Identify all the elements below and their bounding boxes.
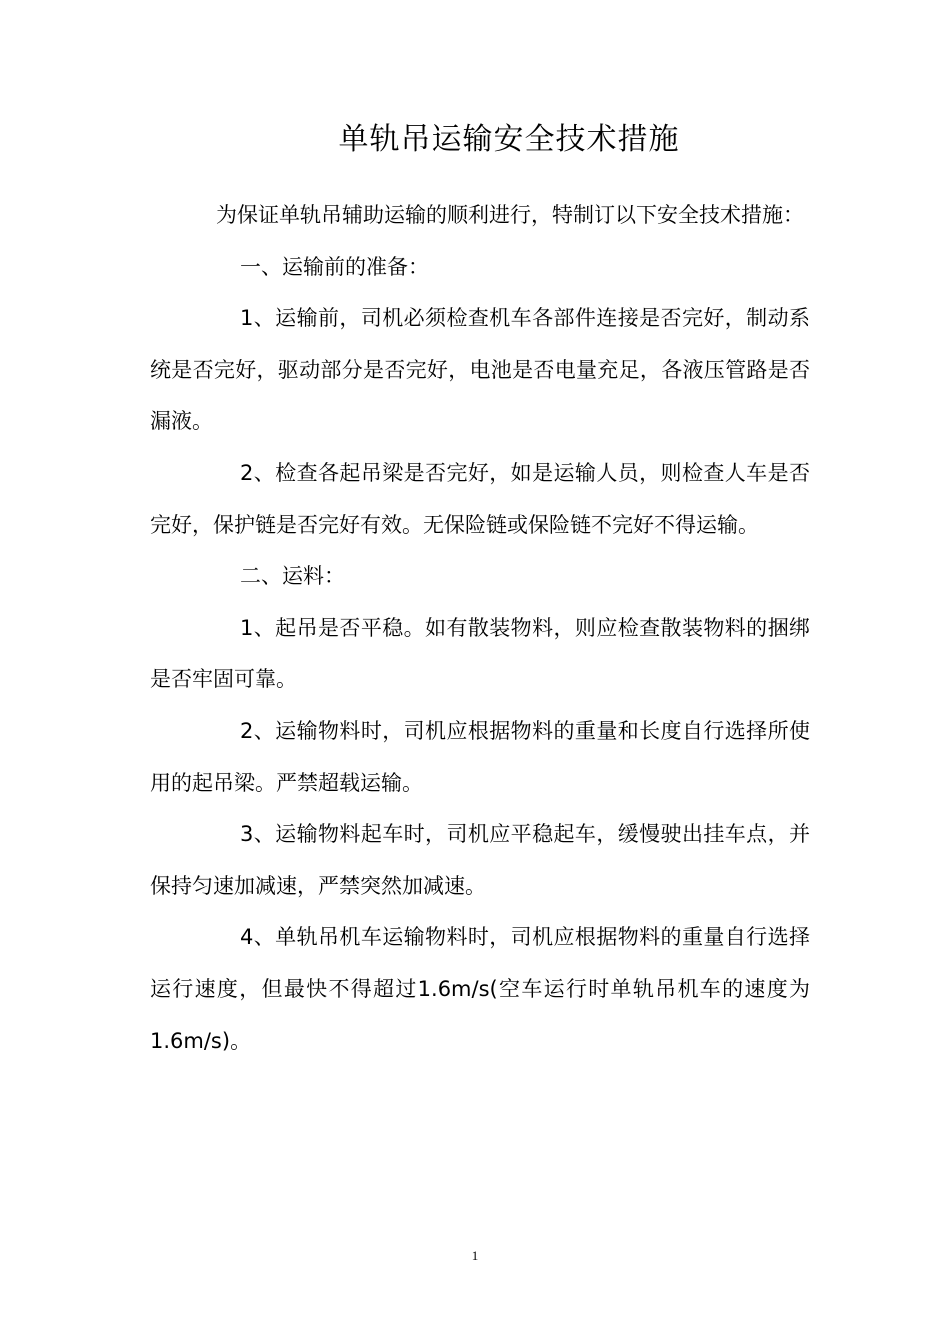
section2-item4: 4、单轨吊机车运输物料时，司机应根据物料的重量自行选择运行速度，但最快不得超过1.6m/s(空车运行时单轨吊机车的速度为1.6m/s)。 [150,925,810,1053]
section2-item3: 3、运输物料起车时，司机应平稳起车，缓慢驶出挂车点，并保持匀速加减速，严禁突然加减速。 [150,822,810,898]
document-title: 单轨吊运输安全技术措施 [338,122,680,157]
section2-item2: 2、运输物料时，司机应根据物料的重量和长度自行选择所使用的起吊梁。严禁超载运输。 [150,718,810,795]
section2-item1: 1、起吊是否平稳。如有散装物料，则应检查散装物料的捆绑是否牢固可靠。 [150,615,810,692]
section1-item1: 1、运输前，司机必须检查机车各部件连接是否完好，制动系统是否完好，驱动部分是否完好，电池是否电量充足，各液压管路是否漏液。 [150,306,810,434]
page-number: 1 [471,1248,479,1263]
section1-heading: 一、运输前的准备： [240,254,429,279]
document-body [150,190,810,1067]
section2-heading: 二、运料： [240,564,345,589]
section1-item2: 2、检查各起吊梁是否完好，如是运输人员，则检查人车是否完好，保护链是否完好有效。无保险链或保险链不完好不得运输。 [150,460,810,537]
intro-paragraph: 为保证单轨吊辅助运输的顺利进行，特制订以下安全技术措施： [216,203,804,227]
